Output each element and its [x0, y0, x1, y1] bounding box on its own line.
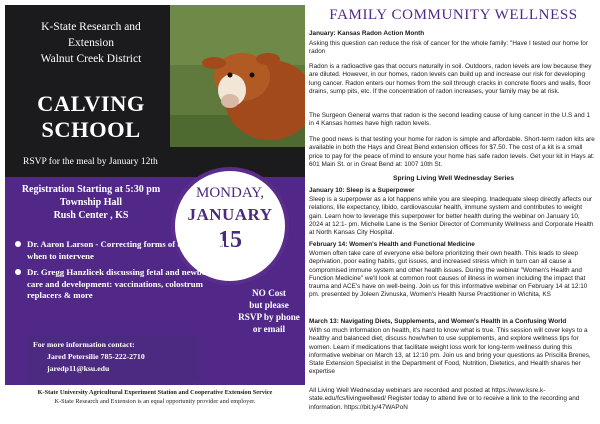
- flyer-header-line: Walnut Creek District: [40, 53, 142, 65]
- flyer-title-line: SCHOOL: [41, 117, 141, 142]
- speaker-item: [13, 239, 233, 262]
- bullet-icon: [15, 241, 21, 247]
- webinar-body: Sleep is a superpower as a lot happens while you are sleeping. Inadequate sleep directly affects our relations, life expectancy, libido, cardiovascular health, immune system and contributes to weight gain. Learn how to leverage this superpower for better health during the webinar on January 10, 2024 at 12:1- pm. Michelle Lane is the Senior Director of Community Wellness and Corporate Health at North Kansas City Hospital.: [309, 196, 594, 237]
- contact-label: For more information contact:: [33, 340, 135, 349]
- no-cost-line: or email: [252, 324, 286, 334]
- radon-paragraph: Radon is a radioactive gas that occurs naturally in soil. Outdoors, radon levels are low because they are diluted. However, in our homes, radon levels can build up and increase our risk for developing lung cancer. Radon enters our homes from the soil through cracks in concrete floors and walls, floor drains, sump pits, etc. If the concentration of radon increases, your family may be at risk.: [309, 63, 592, 95]
- webinar-heading: [309, 318, 595, 326]
- registration-line: Rush Center , KS: [53, 210, 129, 221]
- flyer-title-line: CALVING: [37, 91, 145, 116]
- webinar-heading: [309, 241, 595, 249]
- flyer-header-line: Extension: [68, 37, 114, 49]
- radon-paragraph: Asking this question can reduce the risk of cancer for the whole family: "Have I tested our home for radon: [309, 40, 588, 56]
- webinar-title: February 14: Women's Health and Functional Medicine: [309, 241, 475, 248]
- no-cost-line: but please: [249, 300, 289, 310]
- webinar-body: With so much information on health, it's hard to know what is true. This session will cover keys to a healthy and balanced diet, discuss how/when to use supplements, and explore wellness tips for women. Learn if medications that facilitate weight loss work for long-term wellness during this informative webinar on March 13, at 12:10 pm. Join us and bring your questions as Priscilla Brenes, State Extension Specialist in the Department of Food, Nutrition, Dietetics, and Health shares her expertise: [309, 327, 591, 376]
- registration-line: Township Hall: [59, 197, 123, 208]
- flyer-title: [13, 91, 169, 143]
- footer-line: K-State Research and Extension is an equal opportunity provider and employer.: [54, 398, 256, 405]
- calving-school-flyer: [5, 5, 305, 423]
- calf-photo: [170, 5, 305, 147]
- flyer-header: [15, 19, 167, 67]
- no-cost-note: [237, 287, 301, 335]
- speaker-item: [13, 267, 233, 302]
- contact-email[interactable]: jaredp11@ksu.edu: [47, 364, 110, 373]
- closing-note: All Living Well Wednesday webinars are recorded and posted at https://www.ksre.k-state.edu/fcs/livingwellwed/ Register today to attend live or to receive a link to the recording and information. https://bit.ly/47WAPoN: [309, 387, 580, 411]
- wellness-title: FAMILY COMMUNITY WELLNESS: [329, 7, 578, 23]
- webinar-title: March 13: Navigating Diets, Supplements, and Women's Health in a Confusing World: [309, 318, 567, 325]
- series-heading: Spring Living Well Wednesday Series: [393, 175, 514, 182]
- no-cost-line: NO Cost: [252, 288, 286, 298]
- webinar-body: Women often take care of everyone else before prioritizing their own health. This leads to sleep deprivation, poor eating habits, gut issues, and increased stress which in turn can all cause a compromised immune system and other health issues. During the webinar "Women's Health and Function Medicine" we'll look at common root causes of illness in women including the impact that trauma and ACE's have on well-being. Join us for this informative webinar on February 14 at 12:10 pm. presented by Joleen Zivnuska, Women's Health Nurse Practitioner in Wichita, KS: [309, 250, 588, 299]
- webinar-title: January 10: Sleep is a Superpower: [309, 187, 415, 194]
- speaker-text: Dr. Gregg Hanzlicek discussing fetal and newborn care and development: vaccinations, colostrum replacers & more: [27, 267, 215, 300]
- flyer-header-line: K-State Research and: [41, 21, 141, 33]
- bullet-icon: [15, 269, 21, 275]
- radon-heading: January: Kansas Radon Action Month: [309, 30, 425, 37]
- rsvp-note: RSVP for the meal by January 12th: [23, 157, 158, 167]
- footer-line: K-State University Agricultural Experiment Station and Cooperative Extension Service: [37, 389, 273, 396]
- no-cost-line: RSVP by phone: [238, 312, 300, 322]
- date-weekday: MONDAY,: [196, 185, 264, 201]
- radon-paragraph: The Surgeon General warns that radon is the second leading cause of lung cancer in the U.S and 1 in 4 Kansas homes have high radon levels.: [309, 112, 591, 128]
- speaker-text: Dr. Aaron Larson - Correcting forms of dystocia and when to intervene: [27, 239, 225, 261]
- contact-name-phone: Jared Petersilie 785-222-2710: [47, 352, 145, 361]
- date-month: JANUARY: [187, 205, 273, 224]
- registration-line: Registration Starting at 5:30 pm: [21, 184, 161, 195]
- date-day-number: 15: [218, 227, 242, 253]
- radon-paragraph: The good news is that testing your home for radon is simple and affordable. Short-term radon kits are available in both the Hays and Great Bend extension offices for $7.50. The cost of a kit is a small price to pay for the peace of mind to ensure your home has safe radon levels. Get your kit in Hays at: 601 Main St. or in Great Bend at: 1007 10th St.: [309, 136, 595, 168]
- webinar-heading: [309, 187, 595, 195]
- radon-section: [309, 30, 595, 38]
- speaker-list: [13, 239, 233, 307]
- registration-info: [11, 183, 171, 222]
